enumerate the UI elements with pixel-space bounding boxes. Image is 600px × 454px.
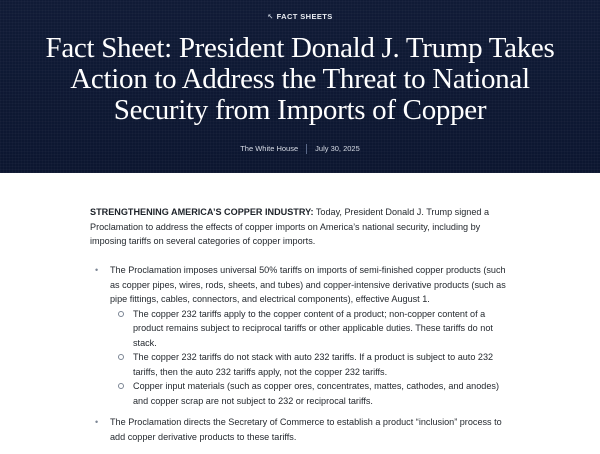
publish-date: July 30, 2025 <box>315 144 360 153</box>
intro-paragraph <box>90 205 510 249</box>
sub-list-item <box>110 379 510 408</box>
list-item-text: The Proclamation imposes universal 50% tariffs on imports of semi-finished copper products (such as copper pipes, wires, rods, sheets, and tubes) and copper-intensive derivative products (such as pipe fittings, cables, connectors, and electrical components), effective August 1. <box>110 265 506 304</box>
sub-list-item <box>110 307 510 351</box>
sub-list-item <box>110 350 510 379</box>
bullet-list <box>90 263 510 444</box>
bullet-dot-icon: • <box>95 417 99 427</box>
list-item <box>90 263 510 408</box>
category-label: FACT SHEETS <box>276 12 333 21</box>
sub-list-item-text: The copper 232 tariffs do not stack with auto 232 tariffs. If a product is subject to auto 232 tariffs, then the auto 232 tariffs apply, not the copper 232 tariffs. <box>133 352 494 377</box>
intro-lead: STRENGTHENING AMERICA’S COPPER INDUSTRY: <box>90 207 314 217</box>
bullet-dot-icon: • <box>95 265 99 275</box>
sub-bullet-list <box>110 307 510 409</box>
list-item <box>90 415 510 444</box>
arrow-up-left-icon: ↖ <box>267 14 274 21</box>
meta-divider <box>306 144 307 154</box>
hollow-bullet-icon <box>118 311 124 317</box>
category-link[interactable] <box>0 12 600 21</box>
list-item-text: The Proclamation directs the Secretary of Commerce to establish a product “inclusion” process to add copper derivative products to these tariffs. <box>110 417 502 442</box>
page-title: Fact Sheet: President Donald J. Trump Takes Action to Address the Threat to National Security from Imports of Copper <box>45 32 555 126</box>
sub-list-item-text: Copper input materials (such as copper ores, concentrates, mattes, cathodes, and anodes) and copper scrap are not subject to 232 or reciprocal tariffs. <box>133 381 499 406</box>
hollow-bullet-icon <box>118 383 124 389</box>
article-meta <box>0 144 600 154</box>
author-label: The White House <box>240 144 299 153</box>
page-header <box>0 0 600 173</box>
sub-list-item-text: The copper 232 tariffs apply to the copper content of a product; non-copper content of a product remains subject to reciprocal tariffs or other applicable duties. These tariffs do not stack. <box>133 308 493 348</box>
article-body <box>0 173 600 454</box>
intro-text: Today, President Donald J. Trump signed a Proclamation to address the effects of copper imports on America’s national security, including by imposing tariffs on several categories of copper imports. <box>90 207 490 246</box>
hollow-bullet-icon <box>118 354 124 360</box>
